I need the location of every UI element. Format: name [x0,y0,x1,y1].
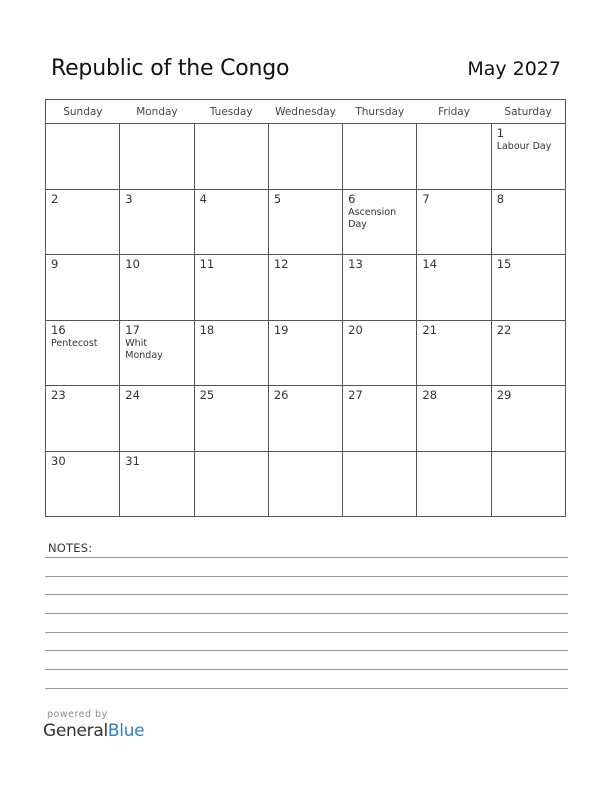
weekday-wednesday: Wednesday [268,100,342,124]
day-number: 9 [51,257,59,271]
day-cell [194,451,268,517]
day-cell [268,189,342,255]
day-cell [491,255,565,321]
notes-label: NOTES: [48,541,93,555]
notes-line[interactable] [45,557,568,558]
holiday-label: Labour Day [496,141,552,152]
day-number: 31 [125,453,140,468]
day-cell [417,255,491,321]
day-cell [120,255,194,321]
day-number: 22 [496,322,512,337]
day-number: 16 [51,322,66,337]
day-cell [343,320,417,386]
day-cell [46,320,120,386]
day-cell [343,451,417,517]
holiday-label: Whit Monday [125,337,163,361]
day-cell [417,124,491,190]
day-number: 26 [273,388,289,402]
day-number: 17 [125,322,140,337]
day-cell [194,189,268,255]
weekday-sunday: Sunday [46,100,120,124]
day-cell [46,451,120,517]
calendar-grid [45,99,566,517]
day-cell [491,189,565,255]
day-number: 11 [199,257,215,271]
calendar-month-label: May 2027 [467,58,561,80]
day-cell [343,124,417,190]
day-number: 24 [125,388,140,402]
day-cell [343,189,417,255]
day-number: 12 [273,257,289,271]
notes-line[interactable] [45,688,568,689]
generalblue-logo[interactable] [43,721,144,741]
weekday-monday: Monday [120,100,194,124]
weekday-header-row [46,100,566,124]
day-cell [46,255,120,321]
week-row [46,189,566,255]
notes-line[interactable] [45,613,568,614]
day-number: 30 [51,453,66,468]
day-number: 4 [199,191,207,206]
day-number: 21 [422,322,438,337]
day-cell [491,451,565,517]
day-cell [46,124,120,190]
day-cell [194,386,268,452]
weekday-tuesday: Tuesday [194,100,268,124]
day-number: 7 [422,191,430,206]
day-cell [120,124,194,190]
day-number: 18 [199,322,215,337]
day-cell [46,189,120,255]
notes-line[interactable] [45,632,568,633]
day-number: 28 [422,388,438,402]
day-cell [268,255,342,321]
week-row [46,124,566,190]
day-cell [268,386,342,452]
week-row [46,255,566,321]
day-number: 15 [496,257,512,271]
calendar-country-title: Republic of the Congo [51,56,290,81]
powered-by-label: powered by [47,709,108,720]
day-number: 3 [125,191,133,206]
day-cell [268,124,342,190]
day-cell [343,386,417,452]
weekday-saturday: Saturday [491,100,565,124]
day-number: 23 [51,388,66,402]
day-number: 13 [348,257,363,271]
notes-line[interactable] [45,576,568,577]
day-cell [194,320,268,386]
holiday-label: Ascension Day [348,206,397,230]
day-number: 8 [496,191,505,206]
weekday-friday: Friday [417,100,491,124]
day-number: 20 [348,322,363,337]
day-cell [46,386,120,452]
day-number: 27 [348,388,363,402]
notes-line[interactable] [45,650,568,651]
day-number: 5 [273,191,282,206]
week-row [46,386,566,452]
day-number: 29 [496,388,512,402]
day-cell [194,124,268,190]
day-cell [120,386,194,452]
day-cell [268,320,342,386]
weekday-thursday: Thursday [343,100,417,124]
day-cell [417,386,491,452]
day-cell [194,255,268,321]
notes-line[interactable] [45,594,568,595]
day-cell [417,320,491,386]
day-cell [268,451,342,517]
week-row [46,451,566,517]
week-row [46,320,566,386]
day-number: 10 [125,257,140,271]
holiday-label: Pentecost [51,337,98,349]
day-cell [343,255,417,321]
day-number: 1 [496,126,505,140]
day-cell [491,124,565,190]
notes-line[interactable] [45,669,568,670]
brand-blue-text: Blue [107,721,145,741]
day-number: 19 [273,322,289,337]
day-cell [120,320,194,386]
day-cell [120,451,194,517]
day-cell [491,320,565,386]
day-cell [491,386,565,452]
day-number: 25 [199,388,215,402]
day-cell [120,189,194,255]
brand-general-text: General [43,721,108,741]
day-number: 2 [51,191,59,206]
day-number: 14 [422,257,438,271]
day-cell [417,189,491,255]
day-number: 6 [348,191,356,206]
day-cell [417,451,491,517]
